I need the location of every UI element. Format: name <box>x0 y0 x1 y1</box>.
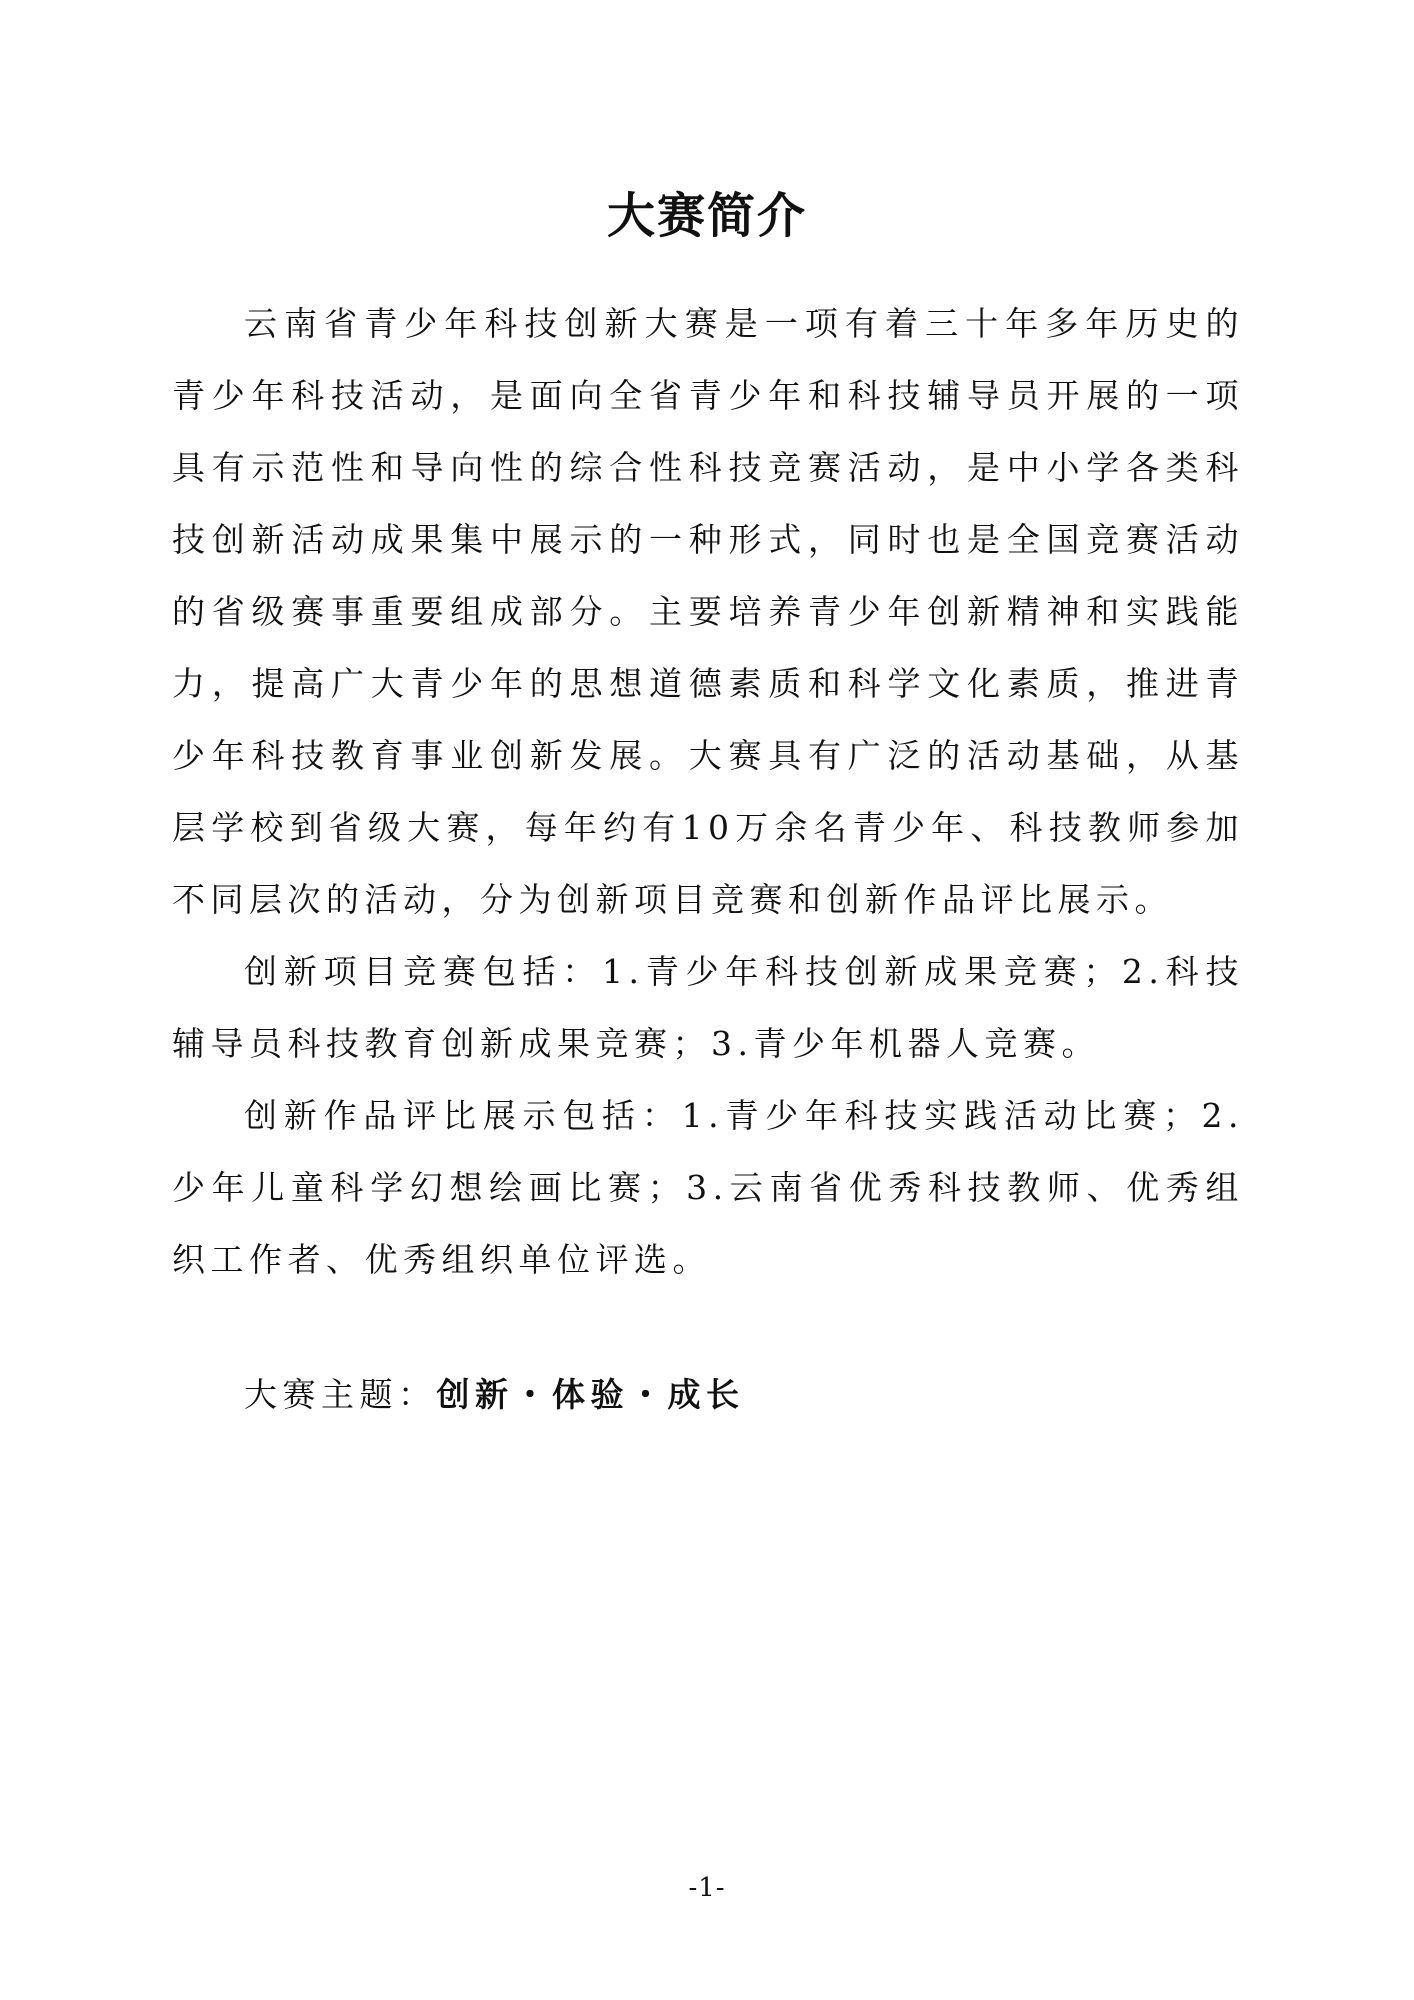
competition-theme <box>244 1365 745 1425</box>
page-number: -1- <box>688 1873 726 1903</box>
theme-value: 创新・体验・成长 <box>436 1375 745 1414</box>
paragraph-work-exhibitions: 创新作品评比展示包括：1.青少年科技实践活动比赛；2.少年儿童科学幻想绘画比赛；3.云南省优秀科技教师、优秀组织工作者、优秀组织单位评选。 <box>172 1096 1244 1279</box>
theme-label: 大赛主题： <box>244 1375 437 1414</box>
paragraph-intro: 云南省青少年科技创新大赛是一项有着三十年多年历史的青少年科技活动，是面向全省青少年和科技辅导员开展的一项具有示范性和导向性的综合性科技竞赛活动，是中小学各类科技创新活动成果集中展示的一种形式，同时也是全国竞赛活动的省级赛事重要组成部分。主要培养青少年创新精神和实践能力，提高广大青少年的思想道德素质和科学文化素质，推进青少年科技教育事业创新发展。大赛具有广泛的活动基础，从基层学校到省级大赛，每年约有10万余名青少年、科技教师参加不同层次的活动，分为创新项目竞赛和创新作品评比展示。 <box>172 304 1244 919</box>
paragraph-project-competitions: 创新项目竞赛包括：1.青少年科技创新成果竞赛；2.科技辅导员科技教育创新成果竞赛；3.青少年机器人竞赛。 <box>172 952 1244 1063</box>
document-title: 大赛简介 <box>606 188 807 244</box>
document-body <box>172 288 1244 1296</box>
